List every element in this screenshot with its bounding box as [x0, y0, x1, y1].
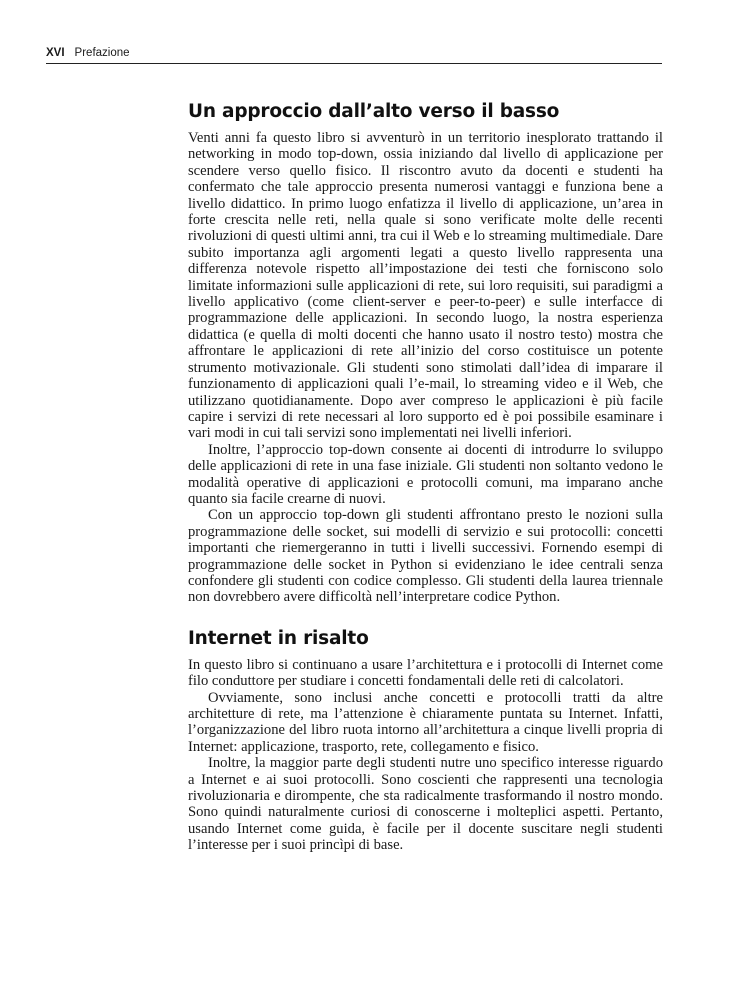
- paragraph: Venti anni fa questo libro si avventurò in un territorio inesplorato trattando il networking in modo top-down, ossia iniziando dal livello di applicazione per scendere verso quello fisico. Il riscontro avuto da docenti e studenti ha confermato che tale approccio presenta numerosi vantaggi e funziona bene a livello didattico. In primo luogo enfatizza il livello di applicazione, un’area in forte crescita nelle reti, nella quale si sono verificate molte delle recenti rivoluzioni di questi ultimi anni, tra cui il Web e lo streaming multimediale. Dare subito importanza agli argomenti legati a questo livello rappresenta una differenza notevole rispetto all’impostazione dei testi che forniscono solo limitate informazioni sulle applicazioni di rete, sui loro requisiti, sui paradigmi a livello applicativo (come client-server e peer-to-peer) e sulle interfacce di programmazione delle applicazioni. In secondo luogo, la nostra esperienza didattica (e quella di molti docenti che hanno usato il nostro testo) mostra che affrontare le applicazioni di rete all’inizio del corso costituisce un potente strumento motivazionale. Gli studenti sono stimolati dall’idea di imparare il funzionamento di applicazioni quali l’e-mail, lo streaming video e il Web, che utilizzano quotidianamente. Dopo aver compreso le applicazioni è più facile capire i servizi di rete necessari al loro supporto ed è poi possibile esaminare i vari modi in cui tali servizi sono implementati nei livelli inferiori.: [188, 130, 663, 442]
- paragraph: Ovviamente, sono inclusi anche concetti e protocolli tratti da altre architetture di rete, ma l’attenzione è chiaramente puntata su Internet. Infatti, l’organizzazione del libro ruota intorno all’architettura a cinque livelli propria di Internet: applicazione, trasporto, rete, collegamento e fisico.: [188, 689, 663, 755]
- paragraph: Inoltre, la maggior parte degli studenti nutre uno specifico interesse riguardo a Internet e ai suoi protocolli. Sono coscienti che rappresenti una tecnologia rivoluzionaria e dirompente, che sta radicalmente trasformando il nostro mondo. Sono quindi naturalmente curiosi di conoscerne i molteplici aspetti. Pertanto, usando Internet come guida, è facile per il docente suscitare negli studenti l’interesse per i suoi princìpi di base.: [188, 755, 663, 854]
- paragraph: In questo libro si continuano a usare l’architettura e i protocolli di Internet come filo conduttore per studiare i concetti fondamentali delle reti di calcolatori.: [188, 656, 663, 690]
- section-heading: Un approccio dall’alto verso il basso: [188, 101, 560, 122]
- running-head: [46, 45, 662, 64]
- running-title: Prefazione: [74, 47, 130, 59]
- paragraph: Con un approccio top-down gli studenti affrontano presto le nozioni sulla programmazione delle socket, sui modelli di servizio e sui protocolli: concetti importanti che riemergeranno in tutti i livelli successivi. Fornendo esempi di programmazione delle socket in Python si evidenziano le idee centrali senza confondere gli studenti con codice complesso. Gli studenti della laurea triennale non dovrebbero avere difficoltà nell’interpretare codice Python.: [188, 507, 663, 606]
- page-body: [188, 100, 663, 854]
- paragraph: Inoltre, l’approccio top-down consente ai docenti di introdurre lo sviluppo delle applicazioni di rete in una fase iniziale. Gli studenti non soltanto vedono le modalità operative di applicazioni e protocolli comuni, ma imparano anche quanto sia facile crearne di nuovi.: [188, 441, 663, 507]
- section-heading: Internet in risalto: [188, 627, 369, 649]
- page-number: XVI: [46, 47, 65, 59]
